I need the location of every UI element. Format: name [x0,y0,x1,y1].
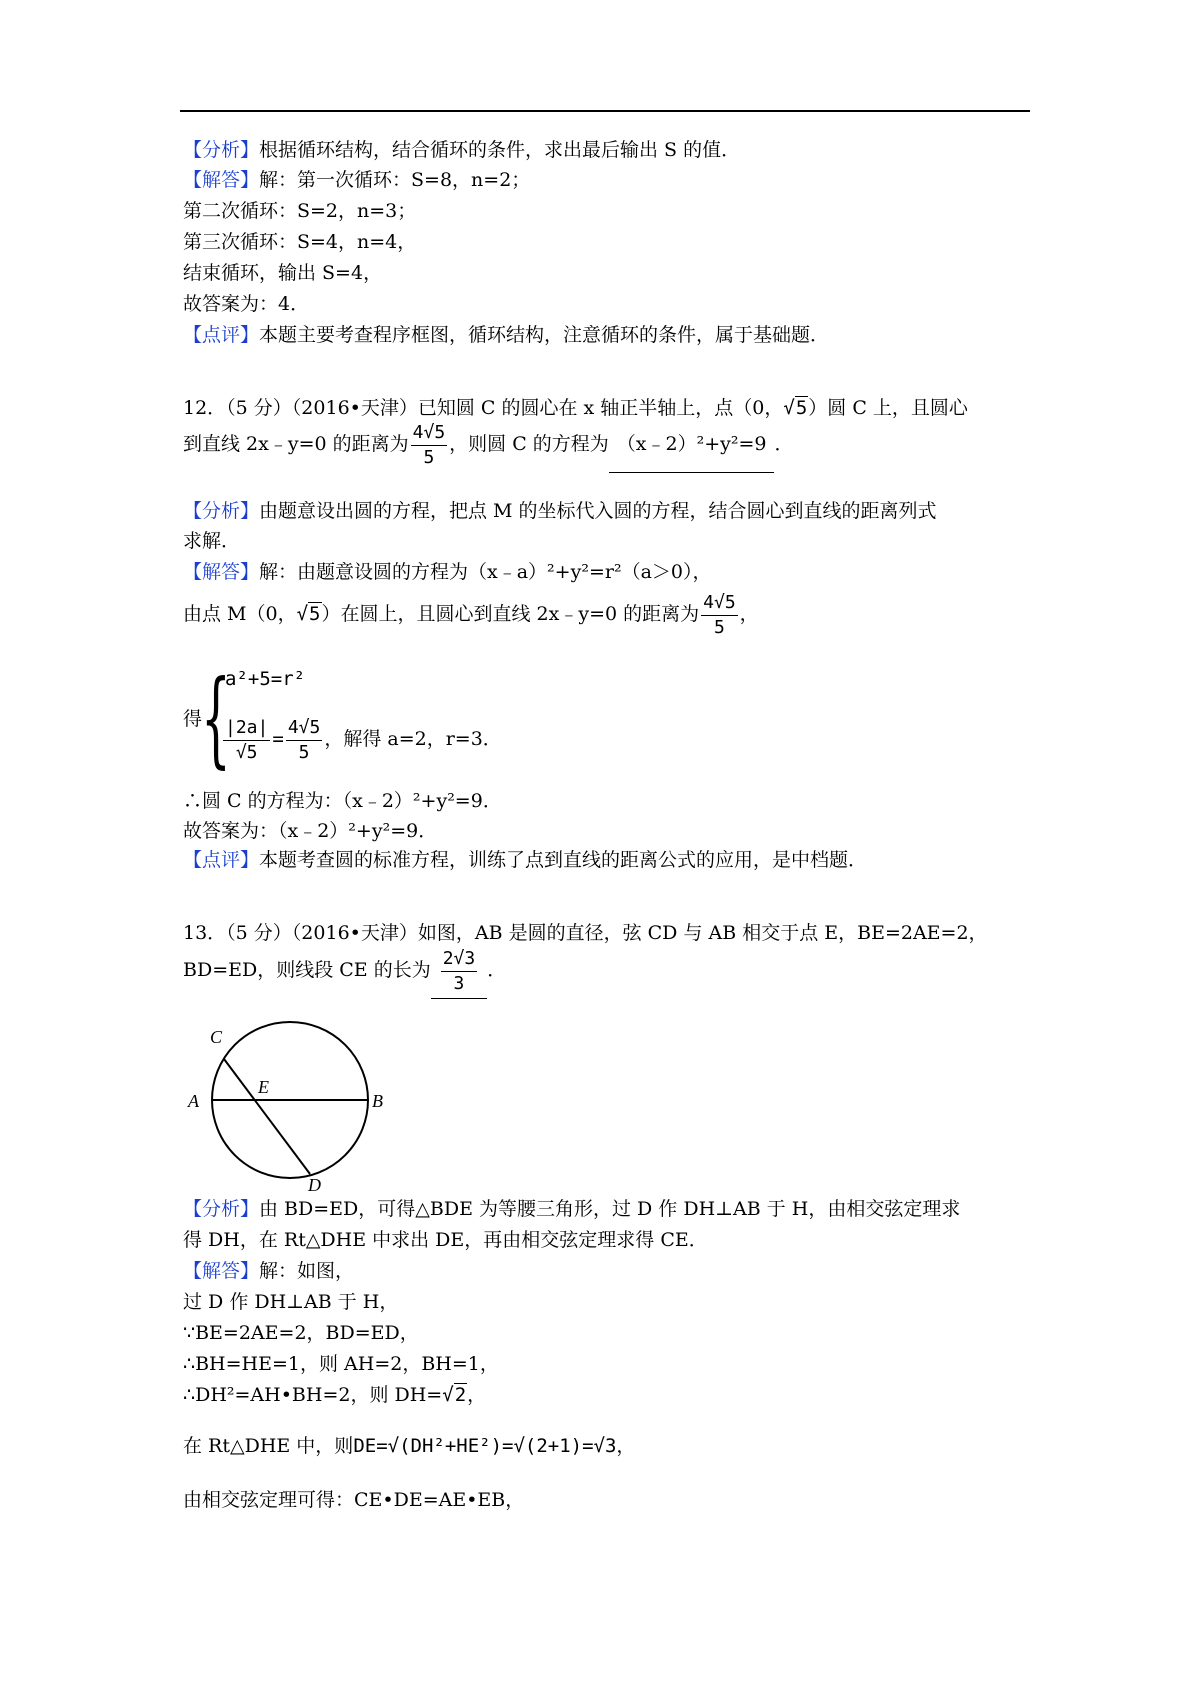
q11-analysis: 【分析】根据循环结构，结合循环的条件，求出最后输出 S 的值． [183,139,741,161]
q13-answer-line3: ∵BE=2AE=2，BD=ED， [183,1322,419,1344]
circle-figure [180,1015,383,1195]
q11-answer-line: 故答案为：4． [183,293,310,315]
q12-analysis-cont: 求解． [183,530,241,552]
answer-blank: $\frac{2√3}{3}$ [431,942,488,999]
q13-answer-line4: ∴BH=HE=1，则 AH=2，BH=1， [183,1353,499,1375]
system-eq1: a²+5=r² [225,668,306,690]
answer-tag: 【解答】 [183,169,260,191]
analysis-tag: 【分析】 [183,1198,260,1220]
q13-answer-line6: 在 Rt△DHE 中，则DE=√(DH²+HE²)=√(2+1)=√3， [183,1435,636,1457]
answer-blank: （x﹣2）²+y²=9 [609,416,775,473]
left-brace: { [201,657,231,779]
label-b: B [372,1091,383,1111]
q12-answer-line2: 由点 M（0，√5）在圆上，且圆心到直线 2x﹣y=0 的距离为 $\frac{4√5}{5}$ ， [183,586,759,642]
q12-stem-line2: 到直线 2x﹣y=0 的距离为 $\frac{4√5}{5}$ ，则圆 C 的方程为 （x﹣2）²+y²=9 ． [183,416,794,473]
q11-answer-line: 第三次循环：S=4，n=4， [183,231,417,253]
label-d: D [308,1175,321,1195]
equation-system: 得 { a²+5=r² $\frac{|2a|}{√5}$ = $\frac{4√5}{5}$ ，解得 a=2，r=3． [183,657,502,779]
analysis-tag: 【分析】 [183,500,260,522]
header-rule [180,110,1030,112]
q13-answer: 【解答】解：如图， [183,1260,355,1282]
q13-stem-line2: BD=ED，则线段 CE 的长为 $\frac{2√3}{3}$ ． [183,942,506,999]
label-e: E [258,1077,269,1097]
q13-analysis: 【分析】由 BD=ED，可得△BDE 为等腰三角形，过 D 作 DH⊥AB 于 H，由相交弦定理求 [183,1198,961,1220]
de-formula: DE=√(DH²+HE²)=√(2+1)=√3 [353,1435,617,1457]
q13-answer-line2: 过 D 作 DH⊥AB 于 H， [183,1291,399,1313]
q13-stem-line1: 13．（5 分）（2016•天津）如图，AB 是圆的直径，弦 CD 与 AB 相交于点 E，BE=2AE=2， [183,922,988,944]
q11-answer-line: 【解答】解：第一次循环：S=8，n=2； [183,169,531,191]
comment-tag: 【点评】 [183,849,260,871]
q12-answer-line4: ∴圆 C 的方程为：（x﹣2）²+y²=9． [183,790,502,812]
q12-stem-line1: 12．（5 分）（2016•天津）已知圆 C 的圆心在 x 轴正半轴上，点（0，√5）圆 C 上，且圆心 [183,394,968,422]
q12-comment: 【点评】本题考查圆的标准方程，训练了点到直线的距离公式的应用，是中档题． [183,849,868,871]
q13-answer-line7: 由相交弦定理可得：CE•DE=AE•EB， [183,1489,525,1511]
q11-answer-line: 第二次循环：S=2，n=3； [183,200,417,222]
sqrt-2: √2 [442,1384,467,1406]
q12-analysis: 【分析】由题意设出圆的方程，把点 M 的坐标代入圆的方程，结合圆心到直线的距离列式 [183,500,937,522]
answer-tag: 【解答】 [183,1260,260,1282]
label-a: A [188,1091,199,1111]
q11-answer-line: 结束循环，输出 S=4， [183,262,383,284]
q13-analysis-cont: 得 DH，在 Rt△DHE 中求出 DE，再由相交弦定理求得 CE． [183,1229,708,1251]
q11-comment: 【点评】本题主要考查程序框图，循环结构，注意循环的条件，属于基础题． [183,324,830,346]
sqrt-5: √5 [296,603,321,625]
fraction: $\frac{4√5}{5}$ [703,591,736,638]
system-eq2: $\frac{|2a|}{√5}$ = $\frac{4√5}{5}$ ，解得 a=2，r=3． [225,717,502,763]
sqrt-5: √5 [783,397,808,419]
q12-answer-line5: 故答案为：（x﹣2）²+y²=9． [183,820,438,842]
q13-answer-line5: ∴DH²=AH•BH=2，则 DH=√2， [183,1381,486,1409]
q12-answer: 【解答】解：由题意设圆的方程为（x﹣a）²+y²=r²（a＞0）， [183,561,712,583]
analysis-tag: 【分析】 [183,139,260,161]
label-c: C [210,1027,223,1047]
answer-tag: 【解答】 [183,561,260,583]
fraction: $\frac{4√5}{5}$ [412,421,446,468]
comment-tag: 【点评】 [183,324,260,346]
